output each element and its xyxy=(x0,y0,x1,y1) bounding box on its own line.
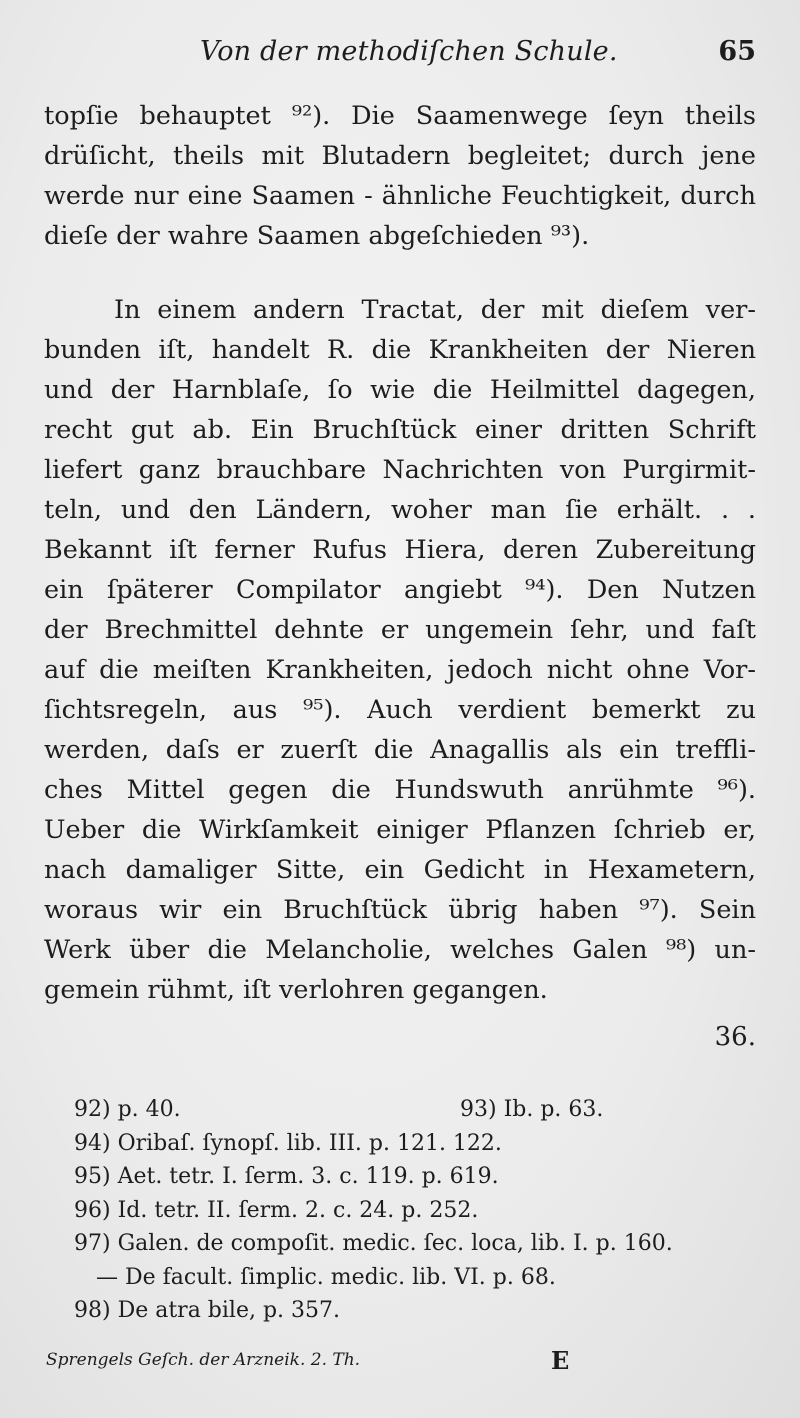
text-line: Ueber die Wirkſamkeit einiger Pflanzen ſchrieb er, xyxy=(44,815,756,845)
text-line: teln, und den Ländern, woher man ſie erhält. . . xyxy=(44,495,756,525)
footnotes xyxy=(74,1093,764,1328)
running-title: Von der methodiſchen Schule. xyxy=(200,36,618,67)
footnote-94: 94) Oribaſ. ſynopſ. lib. III. p. 121. 122. xyxy=(74,1130,502,1156)
section-number: 36. xyxy=(714,1022,756,1052)
text-line: ſichtsregeln, aus ⁹⁵). Auch verdient bemerkt zu xyxy=(44,695,756,725)
text-line: In einem andern Tractat, der mit dieſem ver- xyxy=(114,295,756,325)
text-line: liefert ganz brauchbare Nachrichten von Purgirmit- xyxy=(44,455,756,485)
text-line: recht gut ab. Ein Bruchſtück einer dritten Schrift xyxy=(44,415,756,445)
footnote-98: 98) De atra bile, p. 357. xyxy=(74,1298,341,1323)
footnote-92-93 xyxy=(74,1093,764,1127)
footnote-97-continuation: — De facult. ſimplic. medic. lib. VI. p. 68. xyxy=(96,1264,556,1290)
footnote-95: 95) Aet. tetr. I. ſerm. 3. c. 119. p. 619. xyxy=(74,1164,499,1189)
footnote-96: 96) Id. tetr. II. ſerm. 2. c. 24. p. 252. xyxy=(74,1197,479,1223)
text-line: gemein rühmt, iſt verlohren gegangen. xyxy=(44,975,548,1005)
footnote-97: 97) Galen. de compoſit. medic. ſec. loca, lib. I. p. 160. xyxy=(74,1231,673,1256)
text-line: auf die meiſten Krankheiten, jedoch nicht ohne Vor- xyxy=(44,655,756,685)
page-header xyxy=(200,36,756,80)
text-line: dieſe der wahre Saamen abgeſchieden ⁹³). xyxy=(44,221,590,251)
page-number: 65 xyxy=(718,36,756,67)
footnote-92: 92) p. 40. xyxy=(74,1097,181,1122)
text-line: bunden iſt, handelt R. die Krankheiten der Nieren xyxy=(44,335,756,365)
text-line: ches Mittel gegen die Hundswuth anrühmte ⁹⁶). xyxy=(44,775,756,805)
footnote-93: 93) Ib. p. 63. xyxy=(460,1097,604,1122)
text-line: Bekannt iſt ferner Rufus Hiera, deren Zubereitung xyxy=(44,535,756,565)
text-line: nach damaliger Sitte, ein Gedicht in Hexametern, xyxy=(44,855,756,885)
signature-mark: E xyxy=(551,1346,570,1375)
text-line: topſie behauptet ⁹²). Die Saamenwege ſeyn theils xyxy=(44,101,756,131)
text-line: Werk über die Melancholie, welches Galen ⁹⁸) un- xyxy=(44,935,756,965)
printer-signature-text: Sprengels Geſch. der Arzneik. 2. Th. xyxy=(46,1350,361,1370)
text-line: ein ſpäterer Compilator angiebt ⁹⁴). Den Nutzen xyxy=(44,575,756,605)
text-line: und der Harnblaſe, ſo wie die Heilmittel dagegen, xyxy=(44,375,756,405)
paragraph-rufus xyxy=(44,290,756,1010)
text-line: werde nur eine Saamen - ähnliche Feuchtigkeit, durch xyxy=(44,181,756,211)
text-line: woraus wir ein Bruchſtück übrig haben ⁹⁷). Sein xyxy=(44,895,756,925)
text-line: der Brechmittel dehnte er ungemein ſehr, und faſt xyxy=(44,615,756,645)
page-footer xyxy=(46,1346,746,1378)
text-line: werden, daſs er zuerſt die Anagallis als ein treffli- xyxy=(44,735,756,765)
text-line: drüſicht, theils mit Blutadern begleitet; durch jene xyxy=(44,141,756,171)
paragraph-continuation xyxy=(44,96,756,256)
